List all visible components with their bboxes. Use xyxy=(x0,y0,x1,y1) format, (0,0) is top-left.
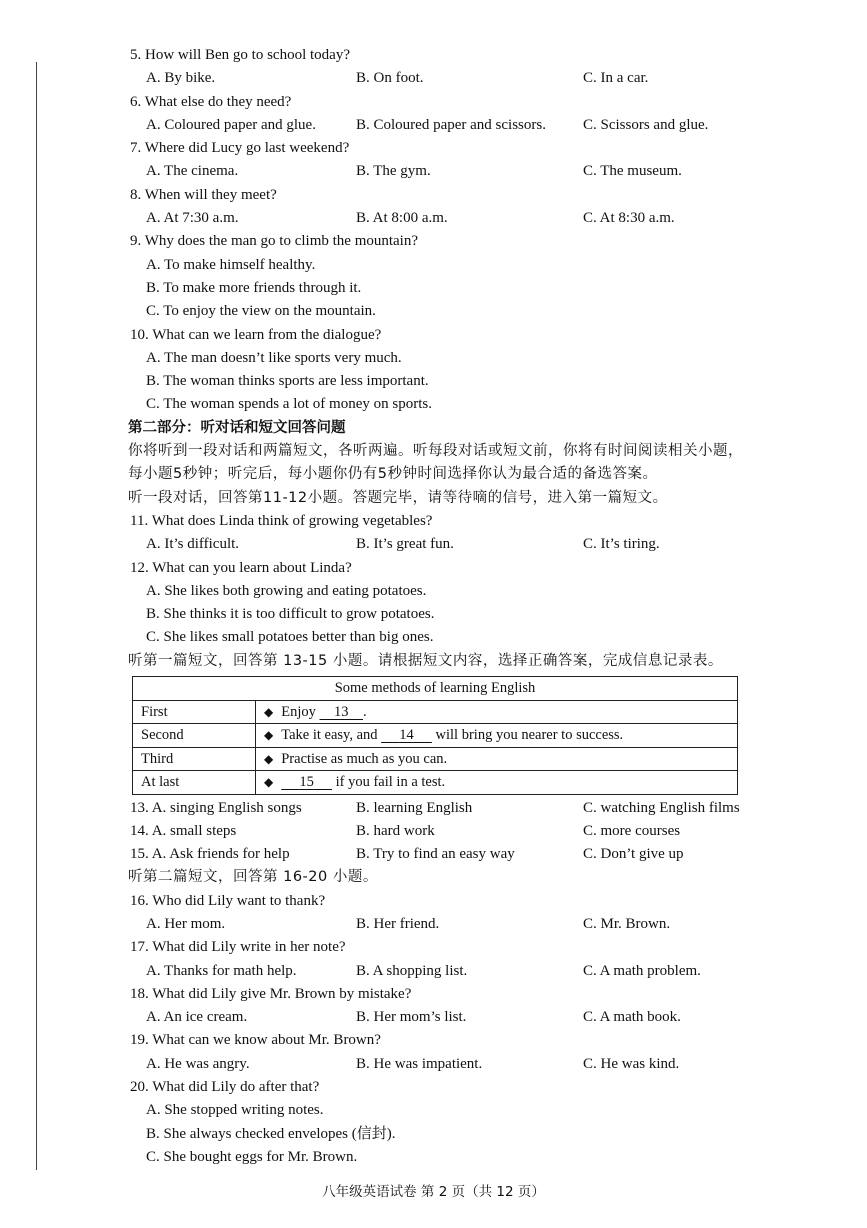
option-b: B. Her mom’s list. xyxy=(356,1009,467,1026)
question-6: 6. What else do they need? xyxy=(130,93,292,110)
row-label: Second xyxy=(133,724,256,748)
option-a: A. By bike. xyxy=(146,70,216,87)
option-a: A. Thanks for math help. xyxy=(146,962,297,979)
option-a: A. She stopped writing notes. xyxy=(146,1102,324,1119)
section-2-intro-line-2: 每小题5秒钟；听完后，每小题你仍有5秒钟时间选择你认为最合适的备选答案。 xyxy=(128,466,658,483)
options-7 xyxy=(128,160,778,183)
row-content: ◆ Enjoy 13 . xyxy=(256,700,738,724)
options-5 xyxy=(128,67,778,90)
table-header-row xyxy=(133,677,738,701)
option-a: A. The cinema. xyxy=(146,163,239,180)
option-b: B. Try to find an easy way xyxy=(356,846,515,863)
table-row xyxy=(133,724,738,748)
option-b: B. To make more friends through it. xyxy=(146,279,362,296)
diamond-bullet-icon: ◆ xyxy=(264,704,274,719)
row-content: ◆ 15 if you fail in a test. xyxy=(256,771,738,795)
question-13: 13. A. singing English songs B. learning English C. watching English films xyxy=(128,797,778,820)
options-8 xyxy=(128,207,778,230)
option-b: B. The gym. xyxy=(356,163,431,180)
options-18 xyxy=(128,1006,778,1029)
table-title: Some methods of learning English xyxy=(133,677,738,701)
diamond-bullet-icon: ◆ xyxy=(264,751,274,766)
row-label: Third xyxy=(133,747,256,771)
option-a: A. Coloured paper and glue. xyxy=(146,116,316,133)
option-c: C. She bought eggs for Mr. Brown. xyxy=(146,1148,358,1165)
diamond-bullet-icon: ◆ xyxy=(264,728,274,743)
option-b: B. She thinks it is too difficult to grow potatoes. xyxy=(146,606,435,623)
question-19: 19. What can we know about Mr. Brown? xyxy=(130,1032,381,1049)
table-row xyxy=(133,771,738,795)
option-c: C. more courses xyxy=(583,822,681,839)
option-b: B. Coloured paper and scissors. xyxy=(356,116,546,133)
section-2-intro-line-1: 你将听到一段对话和两篇短文，各听两遍。听每段对话或短文前，你将有时间阅读相关小题， xyxy=(128,443,743,460)
diamond-bullet-icon: ◆ xyxy=(264,775,274,790)
option-b: B. She always checked envelopes (信封). xyxy=(146,1125,396,1142)
answer-blank-15: 15 xyxy=(299,774,314,791)
question-9: 9. Why does the man go to climb the mountain? xyxy=(130,233,419,250)
question-16: 16. Who did Lily want to thank? xyxy=(130,892,326,909)
question-14: 14. A. small steps B. hard work C. more courses xyxy=(128,820,778,843)
option-b: B. learning English xyxy=(356,799,473,816)
option-b: B. It’s great fun. xyxy=(356,536,454,553)
option-b: B. On foot. xyxy=(356,70,424,87)
dialogue-instruction: 听一段对话，回答第11-12小题。答题完毕，请等待嘀的信号，进入第一篇短文。 xyxy=(128,489,668,506)
question-12: 12. What can you learn about Linda? xyxy=(130,559,352,576)
option-a: A. To make himself healthy. xyxy=(146,256,316,273)
option-c: C. To enjoy the view on the mountain. xyxy=(146,303,376,320)
option-b: B. The woman thinks sports are less important. xyxy=(146,373,429,390)
page-footer: 八年级英语试卷 第 2 页（共 12 页） xyxy=(322,1184,545,1200)
option-a: A. The man doesn’t like sports very much. xyxy=(146,349,402,366)
exam-page xyxy=(128,44,778,1169)
binding-margin-line xyxy=(36,62,37,1170)
option-a: A. At 7:30 a.m. xyxy=(146,210,239,227)
passage-2-instruction: 听第二篇短文，回答第 16-20 小题。 xyxy=(128,869,378,886)
option-c: C. In a car. xyxy=(583,70,649,87)
question-10: 10. What can we learn from the dialogue? xyxy=(130,326,382,343)
question-15: 15. A. Ask friends for help B. Try to find an easy way C. Don’t give up xyxy=(128,843,778,866)
row-content: ◆ Practise as much as you can. xyxy=(256,747,738,771)
option-a: A. An ice cream. xyxy=(146,1009,248,1026)
option-b: B. At 8:00 a.m. xyxy=(356,210,448,227)
option-b: B. Her friend. xyxy=(356,916,440,932)
option-a: A. She likes both growing and eating potatoes. xyxy=(146,582,427,599)
options-11 xyxy=(128,533,778,556)
option-a: A. small steps xyxy=(151,822,237,839)
row-label: First xyxy=(133,700,256,724)
option-a: A. Her mom. xyxy=(146,916,226,932)
option-b: B. He was impatient. xyxy=(356,1055,483,1072)
option-c: C. She likes small potatoes better than big ones. xyxy=(146,629,434,646)
row-label: At last xyxy=(133,771,256,795)
info-record-table xyxy=(132,676,738,795)
option-a: A. He was angry. xyxy=(146,1055,250,1072)
option-a: A. Ask friends for help xyxy=(151,846,290,863)
option-c: C. It’s tiring. xyxy=(583,536,660,553)
option-c: C. The museum. xyxy=(583,163,682,180)
table-row xyxy=(133,700,738,724)
option-a: A. singing English songs xyxy=(151,799,302,816)
question-20: 20. What did Lily do after that? xyxy=(130,1079,320,1096)
table-row xyxy=(133,747,738,771)
options-19 xyxy=(128,1053,778,1076)
row-content: ◆ Take it easy, and 14 will bring you nearer to success. xyxy=(256,724,738,748)
option-a: A. It’s difficult. xyxy=(146,536,240,553)
option-c: C. The woman spends a lot of money on sports. xyxy=(146,396,432,413)
options-6 xyxy=(128,114,778,137)
option-c: C. He was kind. xyxy=(583,1055,680,1072)
option-c: C. Scissors and glue. xyxy=(583,116,709,133)
option-b: B. A shopping list. xyxy=(356,962,468,979)
option-b: B. hard work xyxy=(356,822,435,839)
option-c: C. watching English films xyxy=(583,799,740,816)
passage-1-instruction: 听第一篇短文，回答第 13-15 小题。请根据短文内容，选择正确答案，完成信息记录表。 xyxy=(128,652,723,669)
options-16 xyxy=(128,913,778,936)
question-17: 17. What did Lily write in her note? xyxy=(130,939,346,956)
question-11: 11. What does Linda think of growing vegetables? xyxy=(130,512,433,529)
answer-blank-14: 14 xyxy=(399,727,414,744)
question-8: 8. When will they meet? xyxy=(130,186,277,203)
answer-blank-13: 13 xyxy=(334,703,349,720)
options-17 xyxy=(128,960,778,983)
question-5: 5. How will Ben go to school today? xyxy=(130,47,350,63)
option-c: C. Don’t give up xyxy=(583,846,684,863)
section-2-title: 第二部分：听对话和短文回答问题 xyxy=(128,419,346,436)
question-7: 7. Where did Lucy go last weekend? xyxy=(130,140,350,157)
question-18: 18. What did Lily give Mr. Brown by mistake? xyxy=(130,985,412,1002)
option-c: C. A math book. xyxy=(583,1009,681,1026)
option-c: C. At 8:30 a.m. xyxy=(583,210,675,227)
option-c: C. A math problem. xyxy=(583,962,701,979)
option-c: C. Mr. Brown. xyxy=(583,916,671,932)
